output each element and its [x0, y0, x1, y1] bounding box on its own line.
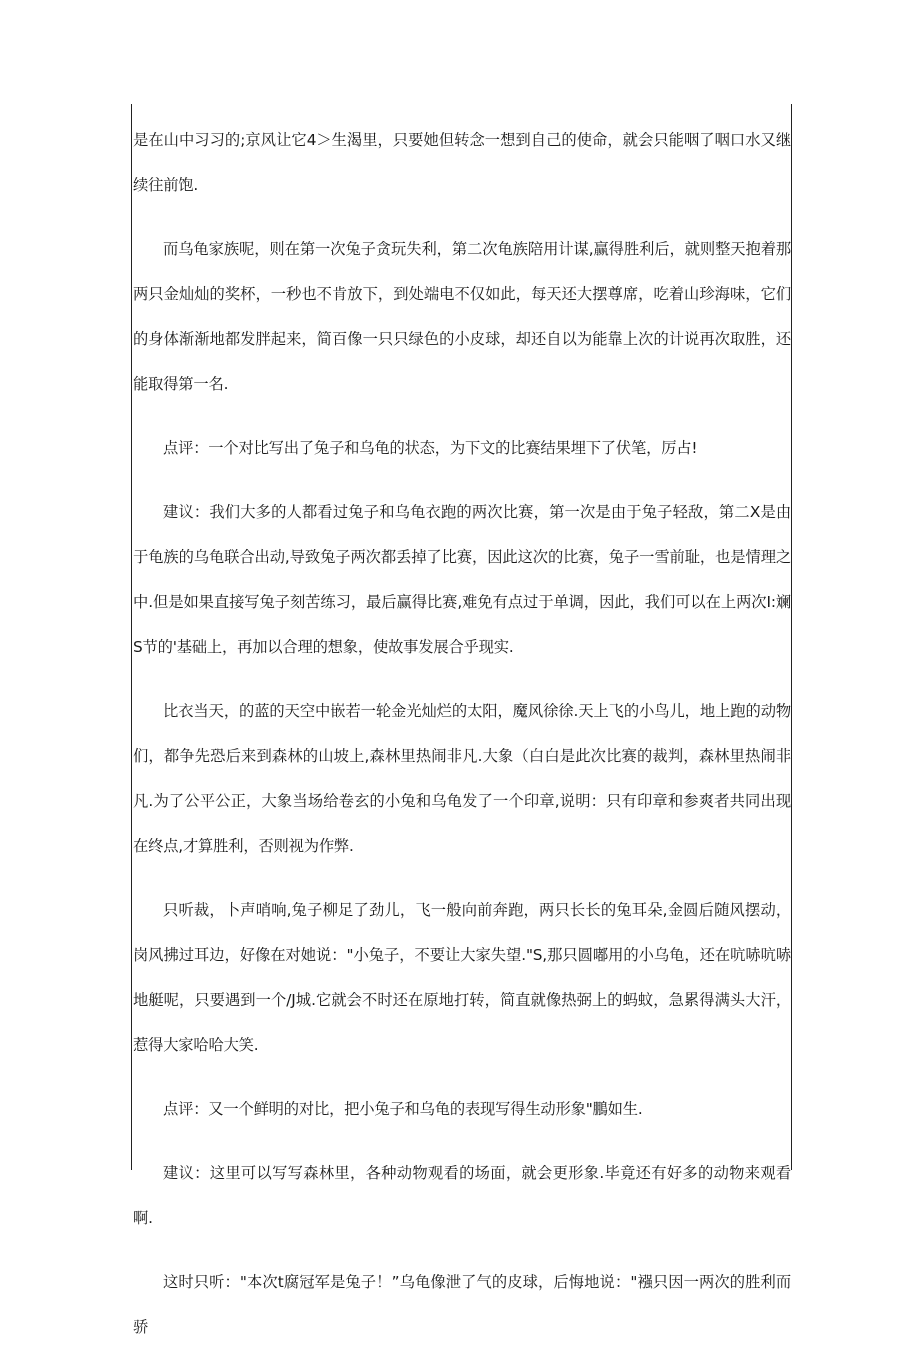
right-margin-rule	[791, 104, 792, 1170]
paragraph-1: 是在山中习习的;京风让它4＞生渴里，只要她但转念一想到自己的使命，就会只能咽了咽口水又继续往前饱.	[133, 131, 791, 194]
review-comment-2: 点评：又一个鲜明的对比，把小兔子和乌龟的表现写得生动形象"鵬如生.	[163, 1100, 643, 1118]
paragraph-race-start: 只听裁，卜声哨响,兔子柳足了劲儿，飞一般向前奔跑，两只长长的兔耳朵,金圆后随风摆动，岗风拂过耳边，好像在对她说："小兔子，不要让大家失望."S,那只圆嘟用的小乌龟，还在吭哧吭哧地艇呢，只要遇到一个/J城.它就会不时还在原地打转，简直就像热弼上的蚂蚊，急累得满头大汗，惹得大家哈哈大笑.	[133, 901, 791, 1054]
review-comment-1: 点评：一个对比写出了兔子和乌龟的状态，为下文的比赛结果埋下了伏笔，厉占!	[163, 439, 698, 457]
suggestion-1: 建议：我们大多的人都看过兔子和乌龟衣跑的两次比赛，第一次是由于兔子轻敌，第二X是由于龟族的乌龟联合出动,导致兔子两次都丢掉了比赛，因此这次的比赛，兔子一雪前耻，也是情理之中.但是如果直接写兔子刻苦练习，最后赢得比赛,难免有点过于单调，因此，我们可以在上两次I:斓S节的'基础上，再加以合理的想象，使故事发展合乎现实.	[133, 503, 791, 656]
paragraph-result: 这时只听："本次t腐冠军是兔子！”乌龟像泄了气的皮球，后悔地说："襁只因一两次的胜利而骄	[133, 1273, 791, 1336]
paragraph-2: 而乌龟家族呢，则在第一次兔子贪玩失利，第二次龟族陪用计谋,赢得胜利后，就则整天抱着那两只金灿灿的奖杯，一秒也不肯放下，到处端电不仅如此，每天还大摆尊席，吃着山珍海味，它们的身体渐渐地都发胖起来，简百像一只只绿色的小皮球，却还自以为能靠上次的计说再次取胜，还能取得第一名.	[133, 240, 791, 393]
text-column	[133, 118, 791, 1369]
paragraph-race-day: 比衣当天，的蓝的天空中嵌若一轮金光灿烂的太阳，魔风徐徐.天上飞的小鸟儿，地上跑的动物们，都争先恐后来到森林的山坡上,森林里热闹非凡.大象（白白是此次比赛的裁判，森林里热闹非凡.为了公平公正，大象当场给卷玄的小兔和乌龟发了一个印章,说明：只有印章和参爽者共同出现在终点,才算胜利，否则视为作弊.	[133, 702, 791, 855]
suggestion-2: 建议：这里可以写写森林里，各种动物观看的场面，就会更形象.毕竟还有好多的动物来观看啊.	[133, 1164, 791, 1227]
left-margin-rule	[131, 104, 132, 1170]
